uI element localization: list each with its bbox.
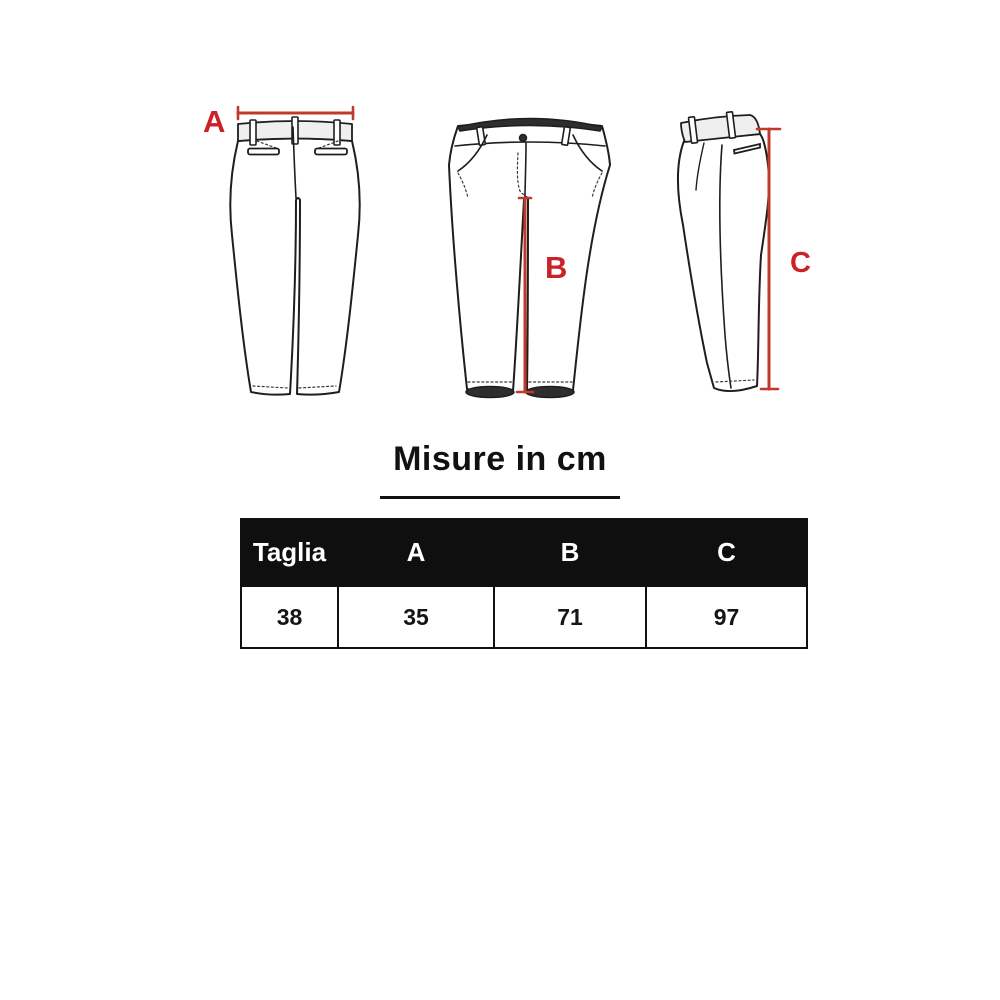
size-table-row-38 <box>241 586 807 648</box>
measure-c-label: C <box>790 247 811 279</box>
front-hem-left <box>466 387 514 398</box>
front-fly-seam <box>525 143 526 197</box>
size-table <box>240 518 808 649</box>
page-title: Misure in cm <box>393 440 607 478</box>
title-underline <box>380 496 620 499</box>
cell-a: 35 <box>338 586 494 648</box>
back-belt-loop-left <box>250 120 256 145</box>
cell-c: 97 <box>646 586 807 648</box>
measure-a-label: A <box>203 104 226 139</box>
header-c: C <box>646 519 807 586</box>
pants-side-view-diagram <box>655 105 830 400</box>
back-pocket-left <box>248 149 279 155</box>
header-taglia: Taglia <box>241 519 338 586</box>
measure-b-label: B <box>545 250 568 285</box>
front-body-outline <box>449 122 610 393</box>
header-a: A <box>338 519 494 586</box>
size-table-header-row <box>241 519 807 586</box>
pants-back-view-diagram <box>195 95 380 405</box>
side-body-outline <box>678 134 769 391</box>
back-pocket-right <box>315 149 347 155</box>
cell-b: 71 <box>494 586 646 648</box>
header-b: B <box>494 519 646 586</box>
cell-taglia: 38 <box>241 586 338 648</box>
pants-front-view-diagram <box>440 105 625 400</box>
front-button <box>520 135 527 142</box>
